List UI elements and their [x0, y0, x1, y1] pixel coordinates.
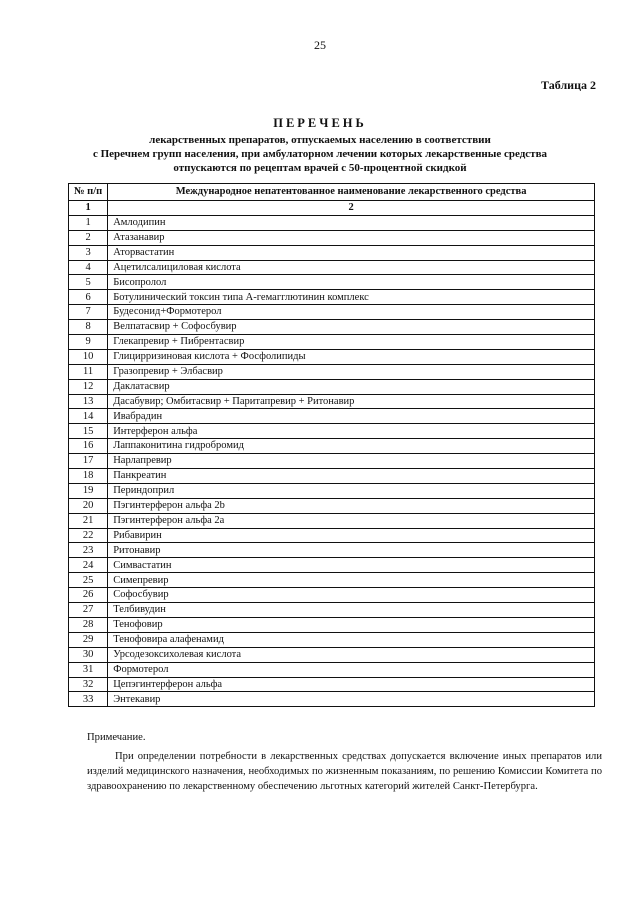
drug-name: Лаппаконитина гидробромид: [108, 439, 595, 454]
row-number: 26: [69, 588, 108, 603]
row-number: 31: [69, 662, 108, 677]
drug-name: Глекапревир + Пибрентасвир: [108, 335, 595, 350]
drug-list-table: [68, 183, 595, 707]
drug-name: Цепэгинтерферон альфа: [108, 677, 595, 692]
drug-name: Даклатасвир: [108, 379, 595, 394]
drug-name: Нарлапревир: [108, 454, 595, 469]
table-row: [69, 469, 595, 484]
table-row: [69, 692, 595, 707]
drug-name: Ботулинический токсин типа А-гемагглютинин комплекс: [108, 290, 595, 305]
title-main: ПЕРЕЧЕНЬ: [273, 116, 367, 130]
row-number: 22: [69, 528, 108, 543]
header-number: № п/п: [69, 184, 108, 201]
drug-name: Тенофовир: [108, 617, 595, 632]
drug-name: Атазанавир: [108, 230, 595, 245]
table-row: [69, 275, 595, 290]
header-drug-name: Международное непатентованное наименование лекарственного средства: [108, 184, 595, 201]
note-heading: Примечание.: [87, 732, 146, 743]
document-title: [40, 116, 600, 175]
table-row: [69, 573, 595, 588]
row-number: 16: [69, 439, 108, 454]
row-number: 10: [69, 349, 108, 364]
row-number: 19: [69, 483, 108, 498]
drug-name: Энтекавир: [108, 692, 595, 707]
table-row: [69, 260, 595, 275]
drug-name: Глицирризиновая кислота + Фосфолипиды: [108, 349, 595, 364]
table-row: [69, 379, 595, 394]
drug-name: Гразопревир + Элбасвир: [108, 364, 595, 379]
drug-name: Интерферон альфа: [108, 424, 595, 439]
table-row: [69, 290, 595, 305]
table-row: [69, 215, 595, 230]
row-number: 30: [69, 647, 108, 662]
row-number: 3: [69, 245, 108, 260]
table-row: [69, 632, 595, 647]
table-label: Таблица 2: [541, 78, 596, 92]
table-row: [69, 588, 595, 603]
table-row: [69, 543, 595, 558]
drug-name: Пэгинтерферон альфа 2а: [108, 513, 595, 528]
drug-name: Панкреатин: [108, 469, 595, 484]
drug-name: Пэгинтерферон альфа 2b: [108, 498, 595, 513]
drug-name: Симепревир: [108, 573, 595, 588]
row-number: 23: [69, 543, 108, 558]
row-number: 20: [69, 498, 108, 513]
drug-name: Амлодипин: [108, 215, 595, 230]
row-number: 11: [69, 364, 108, 379]
row-number: 15: [69, 424, 108, 439]
drug-name: Будесонид+Формотерол: [108, 305, 595, 320]
row-number: 9: [69, 335, 108, 350]
table-row: [69, 245, 595, 260]
drug-name: Велпатасвир + Софосбувир: [108, 320, 595, 335]
row-number: 7: [69, 305, 108, 320]
drug-name: Телбивудин: [108, 603, 595, 618]
drug-name: Тенофовира алафенамид: [108, 632, 595, 647]
row-number: 14: [69, 409, 108, 424]
table-row: [69, 558, 595, 573]
table-row: [69, 394, 595, 409]
row-number: 32: [69, 677, 108, 692]
table-row: [69, 335, 595, 350]
row-number: 4: [69, 260, 108, 275]
drug-name: Периндоприл: [108, 483, 595, 498]
table-row: [69, 230, 595, 245]
row-number: 27: [69, 603, 108, 618]
row-number: 6: [69, 290, 108, 305]
row-number: 8: [69, 320, 108, 335]
row-number: 13: [69, 394, 108, 409]
table-row: [69, 454, 595, 469]
table-row: [69, 305, 595, 320]
table-row: [69, 677, 595, 692]
title-line-2: с Перечнем групп населения, при амбулаторном лечении которых лекарственные средства: [92, 148, 548, 160]
row-number: 25: [69, 573, 108, 588]
table-row: [69, 528, 595, 543]
drug-name: Ритонавир: [108, 543, 595, 558]
row-number: 17: [69, 454, 108, 469]
table-row: [69, 349, 595, 364]
drug-name: Урсодезоксихолевая кислота: [108, 647, 595, 662]
note-text: При определении потребности в лекарственных средствах допускается включение иных препаратов или изделий медицинского назначения, необходимых по жизненным показаниям, по решению Комиссии Комитета по здравоохранению по лекарственному обеспечению льготных категорий жителей Санкт-Петербурга.: [87, 751, 602, 792]
drug-name: Бисопролол: [108, 275, 595, 290]
table-row: [69, 647, 595, 662]
row-number: 12: [69, 379, 108, 394]
row-number: 1: [69, 215, 108, 230]
row-number: 24: [69, 558, 108, 573]
table-row: [69, 513, 595, 528]
table-row: [69, 603, 595, 618]
row-number: 28: [69, 617, 108, 632]
drug-name: Софосбувир: [108, 588, 595, 603]
drug-name: Формотерол: [108, 662, 595, 677]
page-number: 25: [314, 38, 326, 52]
row-number: 18: [69, 469, 108, 484]
drug-name: Ивабрадин: [108, 409, 595, 424]
table-row: [69, 320, 595, 335]
table-row: [69, 498, 595, 513]
column-index-2: 2: [108, 201, 595, 216]
row-number: 29: [69, 632, 108, 647]
row-number: 33: [69, 692, 108, 707]
note: [87, 730, 602, 794]
title-line-1: лекарственных препаратов, отпускаемых населению в соответствии: [149, 134, 491, 146]
row-number: 5: [69, 275, 108, 290]
table-row: [69, 483, 595, 498]
drug-name: Аторвастатин: [108, 245, 595, 260]
table-row: [69, 364, 595, 379]
table-row: [69, 409, 595, 424]
table-row: [69, 617, 595, 632]
drug-name: Ацетилсалициловая кислота: [108, 260, 595, 275]
table-row: [69, 424, 595, 439]
table-row: [69, 662, 595, 677]
drug-name: Рибавирин: [108, 528, 595, 543]
drug-name: Дасабувир; Омбитасвир + Паритапревир + Ритонавир: [108, 394, 595, 409]
row-number: 21: [69, 513, 108, 528]
title-line-3: отпускаются по рецептам врачей с 50-процентной скидкой: [173, 162, 467, 174]
row-number: 2: [69, 230, 108, 245]
drug-name: Симвастатин: [108, 558, 595, 573]
column-index-row: [69, 201, 595, 216]
column-index-1: 1: [69, 201, 108, 216]
table-header-row: [69, 184, 595, 201]
table-row: [69, 439, 595, 454]
